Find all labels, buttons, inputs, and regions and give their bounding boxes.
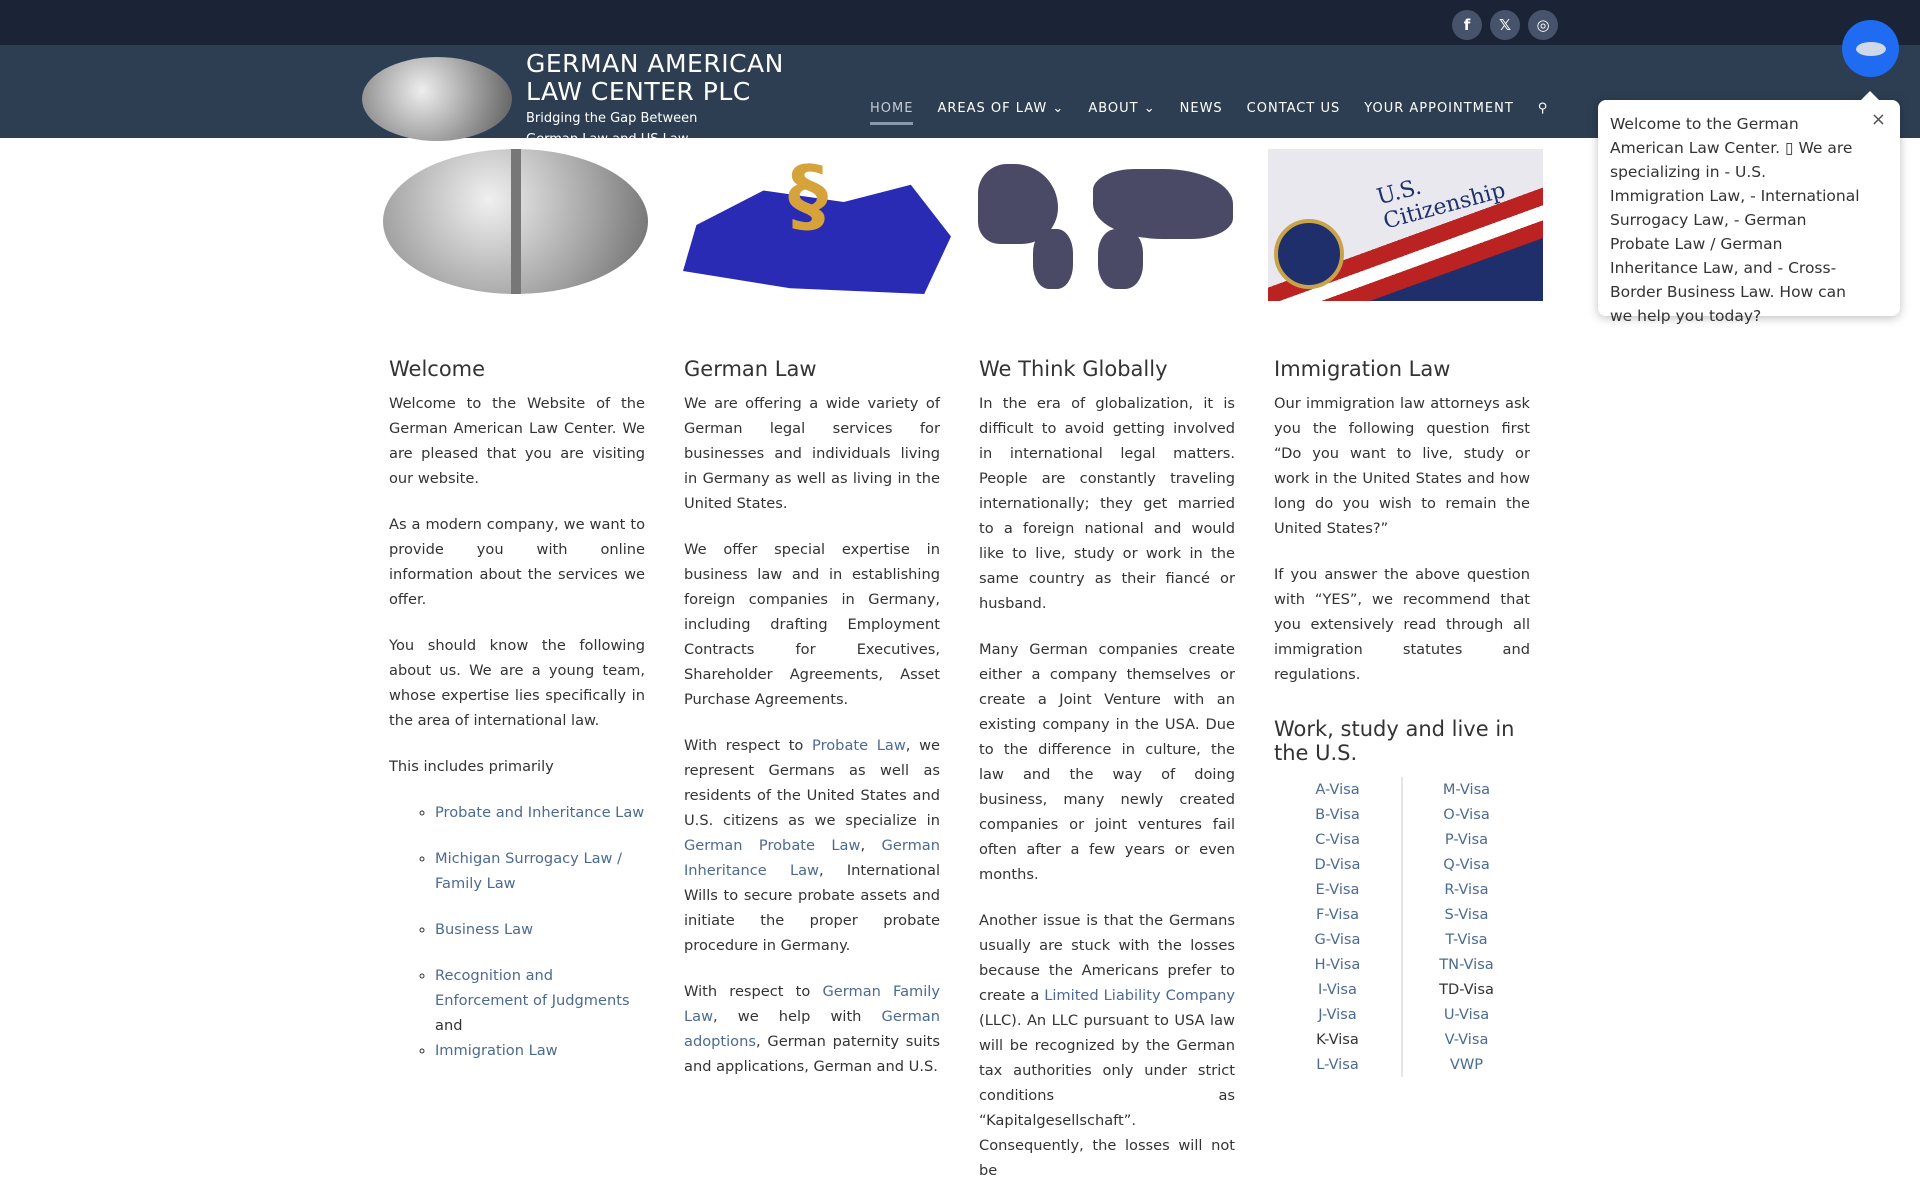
paragraph: [684, 391, 940, 516]
nav-your-appointment[interactable]: YOUR APPOINTMENT: [1364, 101, 1514, 116]
visa-link[interactable]: H-Visa: [1314, 956, 1361, 973]
text-link[interactable]: German Family Law: [684, 983, 940, 1025]
paragraph: [1274, 562, 1530, 687]
text-segment: Welcome to the Website of the German American Law Center. We are pleased that you are visiting our website.: [389, 395, 645, 487]
text-link[interactable]: Recognition and Enforcement of Judgments: [435, 967, 630, 1009]
text-link[interactable]: Limited Liability Company: [1044, 987, 1235, 1004]
visa-label: K-Visa: [1316, 1031, 1359, 1048]
chat-welcome-popup: [1598, 100, 1900, 325]
paragraph: [684, 733, 940, 958]
text-segment: and: [435, 1017, 463, 1034]
instagram-icon[interactable]: ◎: [1528, 10, 1558, 40]
paragraph: [389, 391, 645, 491]
logo-title-line1: GERMAN AMERICAN: [526, 49, 784, 78]
x-twitter-icon[interactable]: 𝕏: [1490, 10, 1520, 40]
paragraph: [979, 391, 1235, 616]
text-segment: Our immigration law attorneys ask you the following question first “Do you want to live, study or work in the United States and how long do you wish to remain the United States?”: [1274, 395, 1530, 537]
text-link[interactable]: Michigan Surrogacy Law / Family Law: [435, 850, 623, 892]
visa-label: TD-Visa: [1439, 981, 1494, 998]
list-item: [435, 963, 645, 1038]
visa-list: [1274, 777, 1530, 1077]
list-item: [435, 800, 645, 825]
text-link[interactable]: Probate and Inheritance Law: [435, 804, 645, 821]
facebook-icon[interactable]: f: [1452, 10, 1482, 40]
logo-tagline-2: German Law and US Law: [526, 132, 689, 147]
visa-column: [1403, 777, 1530, 1077]
text-link[interactable]: German adoptions: [684, 1008, 940, 1050]
text-link[interactable]: German Inheritance Law: [684, 837, 940, 879]
nav-news[interactable]: NEWS: [1179, 101, 1223, 116]
visa-link[interactable]: G-Visa: [1314, 931, 1361, 948]
text-segment: Another issue is that the Germans usually are stuck with the losses because the Americans prefer to create a: [979, 912, 1235, 1004]
visa-link[interactable]: TN-Visa: [1439, 956, 1494, 973]
visa-link[interactable]: P-Visa: [1444, 831, 1489, 848]
column-heading: German Law: [684, 357, 817, 381]
text-segment: If you answer the above question with “YES”, we recommend that you extensively read through all immigration statutes and regulations.: [1274, 566, 1530, 683]
nav-home[interactable]: HOME: [870, 101, 913, 125]
text-segment: In the era of globalization, it is difficult to avoid getting involved in international legal matters. People are constantly traveling internationally; they get married to a foreign national and would like to live, study or work in the same country as their fiancé or husband.: [979, 395, 1235, 612]
paragraph: [684, 979, 940, 1079]
paragraph: [389, 512, 645, 612]
site-logo[interactable]: [362, 50, 784, 148]
paragraph: [389, 754, 645, 779]
content-column: [979, 355, 1235, 1204]
world-map-image: [973, 149, 1248, 301]
text-segment: As a modern company, we want to provide you with online information about the services we offer.: [389, 516, 645, 608]
list-item: [435, 846, 645, 896]
visa-link[interactable]: R-Visa: [1444, 881, 1489, 898]
chat-avatar-icon: [1856, 42, 1886, 56]
services-list: [389, 800, 645, 1063]
logo-globe-icon: [362, 57, 512, 141]
globe-scales-image: [383, 149, 658, 301]
uscis-flag-image: U.S. Citizenship: [1268, 149, 1543, 301]
germany-map-paragraph-image: §: [678, 149, 953, 301]
text-link[interactable]: German Probate Law: [684, 837, 861, 854]
text-link[interactable]: Probate Law: [812, 737, 906, 754]
text-segment: , German paternity suits and applications, German and U.S.: [684, 1033, 940, 1075]
visa-link[interactable]: U-Visa: [1443, 1006, 1490, 1023]
list-item: [435, 1038, 645, 1063]
feature-images: [383, 149, 1563, 301]
list-item: [435, 917, 645, 942]
paragraph: [684, 537, 940, 712]
text-segment: You should know the following about us. We are a young team, whose expertise lies specifically in the area of international law.: [389, 637, 645, 729]
column-heading: Welcome: [389, 357, 486, 381]
visa-link[interactable]: C-Visa: [1315, 831, 1360, 848]
text-segment: Many German companies create either a company themselves or create a Joint Venture with an existing company in the USA. Due to the difference in culture, the law and the way of doing business, many newly created companies or joint ventures fail often after a few years or even months.: [979, 641, 1235, 883]
text-link[interactable]: Immigration Law: [435, 1042, 558, 1059]
visa-link[interactable]: F-Visa: [1315, 906, 1360, 923]
column-heading: Immigration Law: [1274, 357, 1451, 381]
text-segment: We offer special expertise in business law and in establishing foreign companies in Germany, including drafting Employment Contracts for Executives, Shareholder Agreements, Asset Purchase Agreements.: [684, 541, 940, 708]
text-segment: With respect to: [684, 983, 823, 1000]
visa-link[interactable]: I-Visa: [1318, 981, 1357, 998]
text-segment: This includes primarily: [389, 758, 554, 775]
column-heading: We Think Globally: [979, 357, 1168, 381]
visa-link[interactable]: E-Visa: [1315, 881, 1360, 898]
text-segment: , we represent Germans as well as residents of the United States and U.S. citizens as we specialize in: [684, 737, 940, 829]
visa-link[interactable]: J-Visa: [1318, 1006, 1357, 1023]
nav-areas-of-law[interactable]: AREAS OF LAW ⌄: [937, 101, 1065, 116]
logo-tagline-1: Bridging the Gap Between: [526, 111, 698, 126]
content-column: [1274, 355, 1530, 1077]
text-segment: (LLC). An LLC pursuant to USA law will be recognized by the German tax authorities only under strict conditions as “Kapitalgesellschaft”. Consequently, the losses will not be: [979, 1012, 1235, 1179]
visa-link[interactable]: A-Visa: [1315, 781, 1360, 798]
nav-about[interactable]: ABOUT ⌄: [1088, 101, 1156, 116]
logo-title-line2: LAW CENTER PLC: [526, 77, 751, 106]
paragraph: [979, 637, 1235, 887]
text-segment: ,: [860, 837, 882, 854]
visa-link[interactable]: Q-Visa: [1443, 856, 1490, 873]
chat-welcome-text: Welcome to the German American Law Center. ▯ We are specializing in - U.S. Immigration Law, - International Surrogacy Law, - German Probate Law / German Inheritance Law, and - Cross-Border Business Law. How can we help you today?: [1610, 115, 1860, 325]
content-column: [389, 355, 645, 1084]
visa-link[interactable]: S-Visa: [1444, 906, 1489, 923]
nav-menu: [870, 101, 1548, 125]
text-segment: We are offering a wide variety of German legal services for businesses and individuals living in Germany as well as living in the United States.: [684, 395, 940, 512]
text-segment: , International Wills to secure probate assets and initiate the proper probate procedure in Germany.: [684, 862, 941, 954]
paragraph: [1274, 391, 1530, 541]
nav-contact-us[interactable]: CONTACT US: [1246, 101, 1341, 116]
text-link[interactable]: Business Law: [435, 921, 534, 938]
visa-link[interactable]: V-Visa: [1444, 1031, 1489, 1048]
paragraph: [389, 633, 645, 733]
visa-link[interactable]: B-Visa: [1315, 806, 1360, 823]
text-segment: With respect to: [684, 737, 813, 754]
visa-link[interactable]: M-Visa: [1442, 781, 1491, 798]
paragraph: [979, 908, 1235, 1183]
visa-link[interactable]: L-Visa: [1316, 1056, 1359, 1073]
visa-link[interactable]: T-Visa: [1445, 931, 1488, 948]
close-icon[interactable]: ×: [1870, 109, 1886, 130]
visa-link[interactable]: O-Visa: [1443, 806, 1490, 823]
chat-launcher-button[interactable]: [1842, 20, 1899, 77]
search-icon[interactable]: ⚲: [1537, 101, 1549, 116]
visa-link[interactable]: D-Visa: [1314, 856, 1361, 873]
content-column: [684, 355, 940, 1100]
text-segment: , we help with: [713, 1008, 882, 1025]
top-bar: [0, 0, 1920, 45]
visa-column: [1274, 777, 1403, 1077]
visa-section-heading: Work, study and live in the U.S.: [1274, 717, 1515, 765]
visa-link[interactable]: VWP: [1449, 1056, 1484, 1073]
